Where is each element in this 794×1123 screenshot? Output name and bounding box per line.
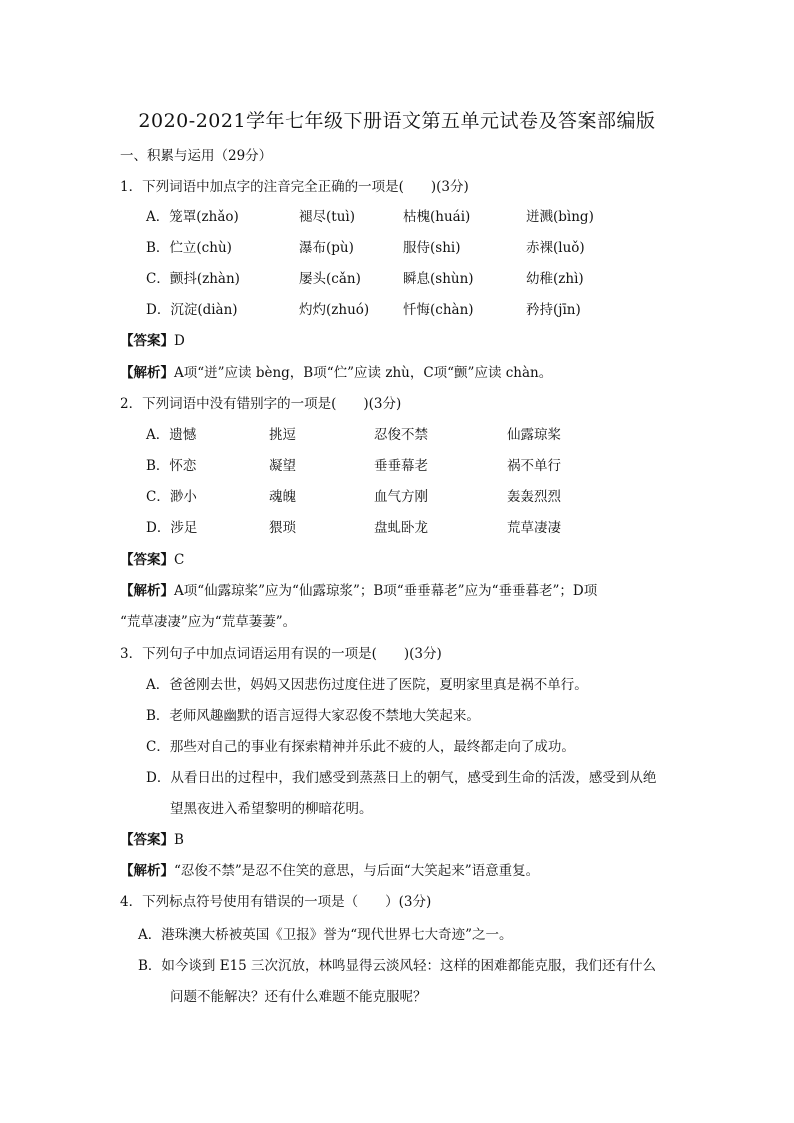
option-cell: 矜持(jīn): [526, 302, 581, 318]
question-4-option-b: B．如今谈到 E15 三次沉放，林鸣显得云淡风轻：这样的困难都能克服，我们还有什么: [138, 958, 657, 974]
question-2-answer: [120, 550, 184, 570]
option-cell: 幼稚(zhì): [526, 271, 584, 287]
answer-label: 【答案】: [120, 333, 174, 349]
option-cell: C．渺小: [146, 489, 197, 505]
option-cell: 赤裸(luǒ): [526, 240, 585, 256]
option-cell: 祸不单行: [507, 458, 561, 474]
question-4-option-a: A．港珠澳大桥被英国《卫报》誉为“现代世界七大奇迹”之一。: [138, 927, 513, 943]
question-3-answer: [120, 830, 184, 850]
section-heading: 一、积累与运用（29分）: [120, 148, 273, 164]
question-3-option-d: D．从看日出的过程中，我们感受到蒸蒸日上的朝气，感受到生命的活泼，感受到从绝: [146, 770, 657, 786]
option-cell: B．怀恋: [146, 458, 197, 474]
question-3-option-a: A．爸爸刚去世，妈妈又因悲伤过度住进了医院，夏明家里真是祸不单行。: [146, 677, 588, 693]
option-cell: D．涉足: [146, 520, 198, 536]
question-4-option-b-cont: 问题不能解决？还有什么难题不能克服呢？: [170, 989, 427, 1005]
option-cell: 轰轰烈烈: [507, 489, 561, 505]
option-cell: 迸溅(bìng): [526, 209, 594, 225]
option-cell: 仙露琼桨: [507, 427, 561, 443]
option-cell: 魂魄: [269, 489, 296, 505]
question-3-stem: 3．下列句子中加点词语运用有误的一项是( )(3分): [120, 646, 442, 662]
option-cell: A．遗憾: [146, 427, 197, 443]
question-2-analysis-cont: “荒草凄凄”应为“荒草萋萋”。: [120, 614, 297, 630]
option-cell: 凝望: [269, 458, 296, 474]
option-cell: 盘虬卧龙: [374, 520, 428, 536]
question-2-analysis: [120, 581, 597, 601]
question-3-option-b: B．老师风趣幽默的语言逗得大家忍俊不禁地大笑起来。: [146, 708, 480, 724]
option-cell: C．颤抖(zhàn): [146, 271, 240, 287]
option-cell: 垂垂幕老: [374, 458, 428, 474]
option-cell: 灼灼(zhuó): [299, 302, 370, 318]
analysis-text: A项“迸”应读 bèng，B项“伫”应读 zhù，C项“颤”应读 chàn。: [174, 365, 553, 381]
question-4-stem: 4．下列标点符号使用有错误的一项是（ ）(3分): [120, 894, 432, 910]
question-1-answer: [120, 331, 185, 351]
option-cell: 挑逗: [269, 427, 296, 443]
document-title: 2020-2021学年七年级下册语文第五单元试卷及答案部编版: [138, 110, 656, 132]
option-cell: B．伫立(chù): [146, 240, 232, 256]
option-cell: D．沉淀(diàn): [146, 302, 238, 318]
analysis-label: 【解析】: [120, 365, 174, 381]
option-cell: 枯槐(huái): [403, 209, 471, 225]
answer-value: B: [174, 832, 184, 848]
option-cell: 褪尽(tuì): [299, 209, 355, 225]
answer-value: D: [174, 333, 185, 349]
analysis-label: 【解析】: [120, 863, 174, 879]
question-3-analysis: [120, 861, 539, 881]
option-cell: 忍俊不禁: [374, 427, 428, 443]
analysis-text: “忍俊不禁”是忍不住笑的意思，与后面“大笑起来”语意重复。: [174, 863, 540, 879]
answer-label: 【答案】: [120, 832, 174, 848]
question-2-stem: 2．下列词语中没有错别字的一项是( )(3分): [120, 396, 402, 412]
question-1-stem: 1．下列词语中加点字的注音完全正确的一项是( )(3分): [120, 179, 469, 195]
option-cell: 瞬息(shùn): [403, 271, 474, 287]
option-cell: 瀑布(pù): [299, 240, 354, 256]
option-cell: 服侍(shi): [403, 240, 461, 256]
option-cell: 屡头(cǎn): [299, 271, 361, 287]
option-cell: 血气方刚: [374, 489, 428, 505]
question-3-option-c: C．那些对自己的事业有探索精神并乐此不疲的人，最终都走向了成功。: [146, 739, 575, 755]
question-3-option-d-cont: 望黑夜进入希望黎明的柳暗花明。: [170, 801, 373, 817]
question-1-analysis: [120, 363, 552, 383]
analysis-label: 【解析】: [120, 583, 174, 599]
option-cell: 忏悔(chàn): [403, 302, 474, 318]
option-cell: 荒草凄凄: [507, 520, 561, 536]
option-cell: 猥琐: [269, 520, 296, 536]
answer-value: C: [174, 552, 185, 568]
option-cell: A．笼罩(zhǎo): [146, 209, 239, 225]
answer-label: 【答案】: [120, 552, 174, 568]
analysis-text: A项“仙露琼桨”应为“仙露琼浆”；B项“垂垂幕老”应为“垂垂暮老”；D项: [174, 583, 598, 599]
